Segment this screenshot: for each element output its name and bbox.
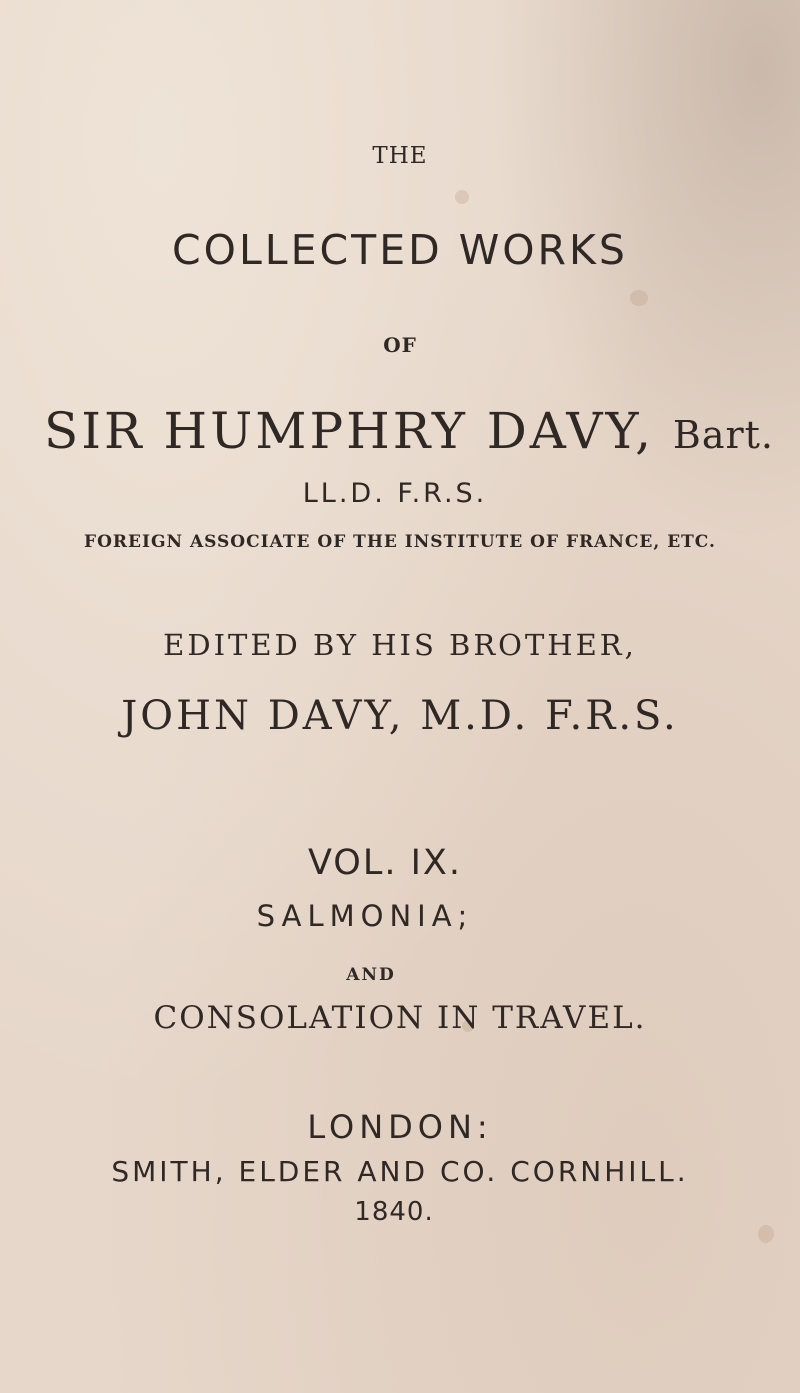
edited-by-line: EDITED BY HIS BROTHER, — [163, 628, 637, 662]
title-of: OF — [383, 333, 417, 357]
editor-name: JOHN DAVY, M.D. F.R.S. — [121, 693, 679, 739]
author-line — [0, 402, 800, 460]
title-collected-works: COLLECTED WORKS — [172, 226, 628, 274]
foreign-associate-line: FOREIGN ASSOCIATE OF THE INSTITUTE OF FRANCE, ETC. — [84, 532, 716, 552]
foxing-spot — [630, 290, 648, 306]
work-title-consolation: CONSOLATION IN TRAVEL. — [153, 1000, 647, 1036]
author-name: SIR HUMPHRY DAVY, — [43, 402, 654, 460]
title-and: AND — [346, 965, 396, 985]
imprint-publisher: SMITH, ELDER AND CO. CORNHILL. — [111, 1155, 689, 1188]
author-degrees: LL.D. F.R.S. — [302, 478, 488, 509]
title-the: THE — [372, 143, 428, 169]
work-title-salmonia: SALMONIA; — [256, 899, 474, 933]
imprint-year: 1840. — [354, 1197, 434, 1227]
foxing-spot — [455, 190, 469, 204]
volume-number: VOL. IX. — [307, 843, 463, 883]
imprint-place: LONDON: — [307, 1108, 493, 1146]
author-suffix: Bart. — [672, 413, 775, 457]
foxing-spot — [758, 1225, 774, 1243]
